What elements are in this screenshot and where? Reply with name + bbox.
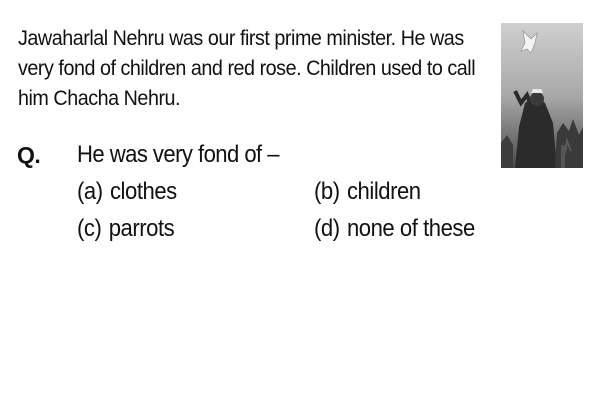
option-a[interactable]	[77, 178, 177, 206]
option-text: clothes	[109, 178, 177, 205]
option-text: children	[346, 178, 421, 205]
option-c[interactable]	[77, 215, 174, 243]
passage-line: very fond of children and red rose. Children used to call	[18, 57, 476, 80]
passage-text	[18, 24, 476, 114]
option-b[interactable]	[314, 178, 421, 206]
passage-line: Jawaharlal Nehru was our first prime minister. He was	[18, 27, 464, 50]
passage-line: him Chacha Nehru.	[18, 87, 181, 110]
option-letter: (d)	[314, 215, 340, 242]
question-text: He was very fond of –	[77, 141, 279, 168]
option-text: none of these	[346, 215, 475, 242]
option-d[interactable]	[314, 215, 475, 243]
option-letter: (c)	[77, 215, 102, 242]
option-text: parrots	[108, 215, 175, 242]
option-letter: (a)	[77, 178, 103, 205]
option-letter: (b)	[314, 178, 340, 205]
nehru-photo	[501, 23, 583, 168]
question-label: Q.	[17, 142, 41, 168]
